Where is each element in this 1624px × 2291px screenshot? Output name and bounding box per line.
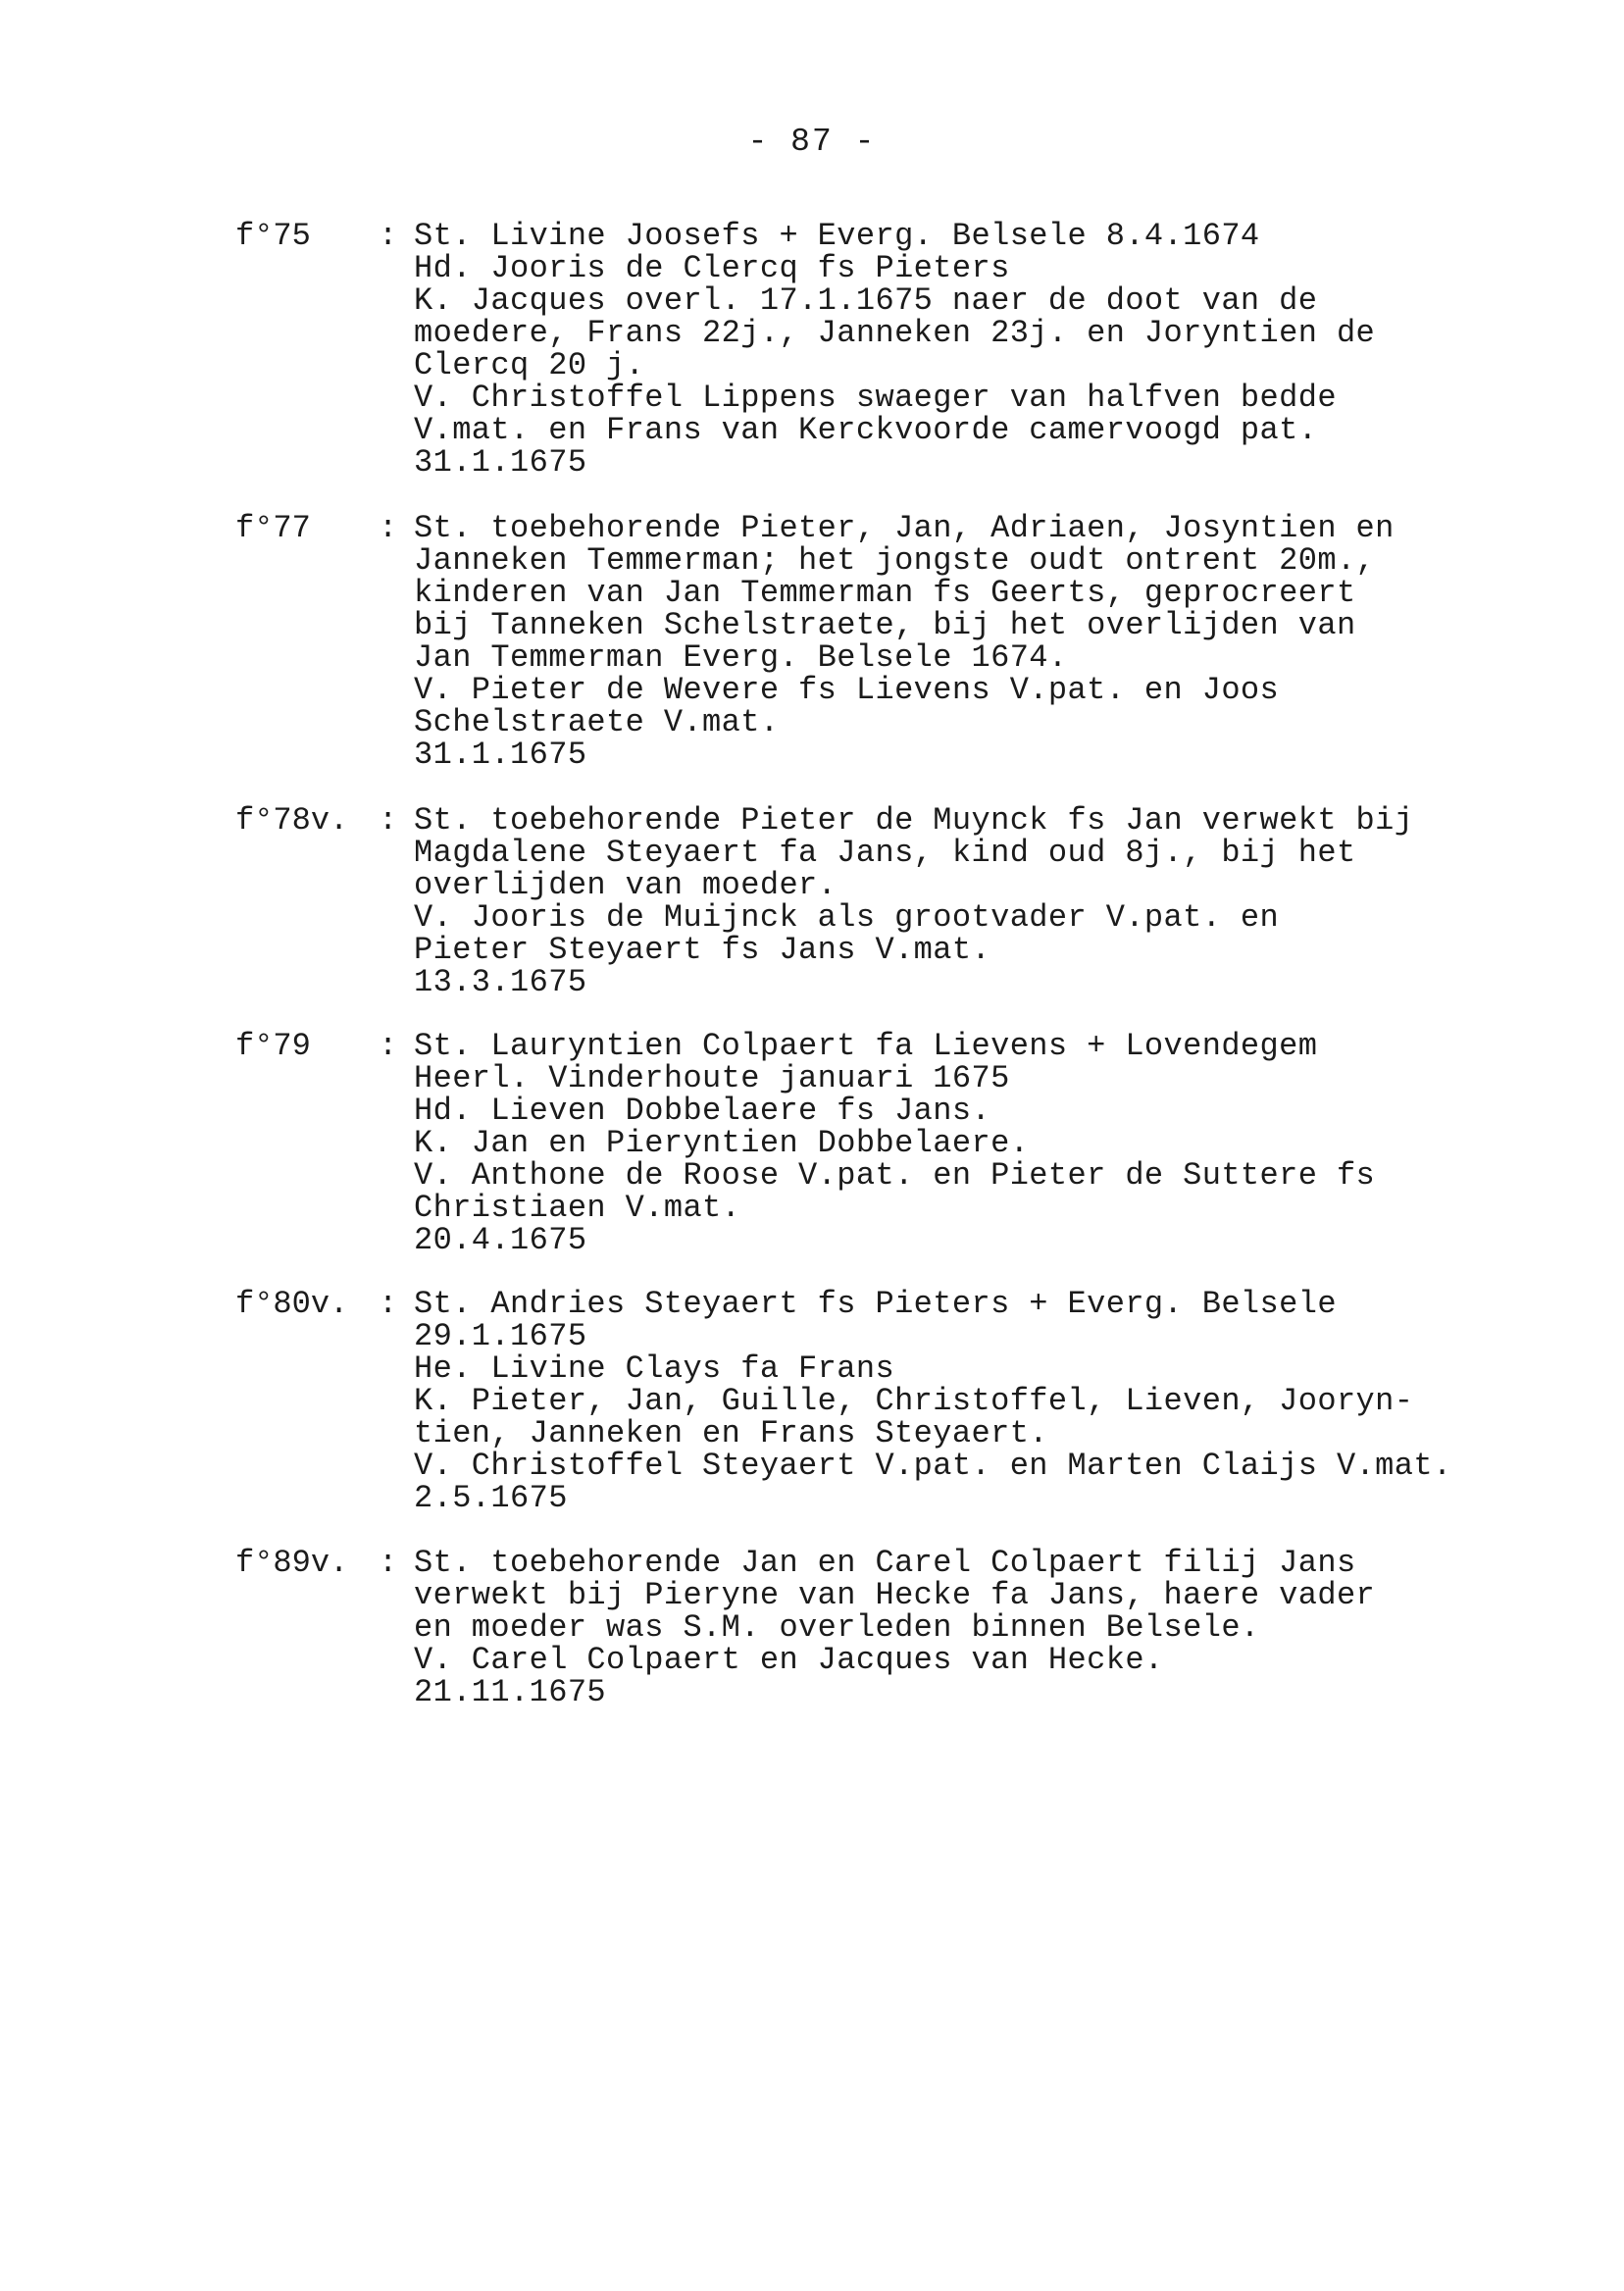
entry-line: Janneken Temmerman; het jongste oudt ontrent 20m., [414,542,1376,579]
entry-date: 20.4.1675 [414,1222,587,1258]
entry-line: Magdalene Steyaert fa Jans, kind oud 8j., bij het [414,835,1356,871]
folio-separator: : [379,1545,398,1581]
folio-label: f°75 [235,218,311,254]
entry-line: K. Jacques overl. 17.1.1675 naer de doot van de [414,282,1318,319]
folio-separator: : [379,1028,398,1064]
entry-line: verwekt bij Pieryne van Hecke fa Jans, haere vader [414,1577,1376,1613]
entry-line: V. Christoffel Steyaert V.pat. en Marten Claijs V.mat. [414,1448,1452,1484]
entry-text [414,1030,1512,1256]
entry-line: Jan Temmerman Everg. Belsele 1674. [414,639,1068,676]
entry-line: St. Livine Joosefs + Everg. Belsele 8.4.1674 [414,218,1260,254]
entry-line: Hd. Lieven Dobbelaere fs Jans. [414,1093,991,1129]
entry-line: V. Pieter de Wevere fs Lievens V.pat. en Joos [414,672,1280,708]
entry-line: St. Lauryntien Colpaert fa Lievens + Lovendegem [414,1028,1318,1064]
entry-text [414,1288,1512,1514]
entry-line: Christiaen V.mat. [414,1190,741,1226]
entry-text [414,512,1512,771]
folio-label: f°80v. [235,1286,349,1322]
entry-line: V.mat. en Frans van Kerckvoorde camervoogd pat. [414,412,1318,448]
entry-line: St. Andries Steyaert fs Pieters + Everg. Belsele [414,1286,1337,1322]
entry-line: overlijden van moeder. [414,867,837,903]
entry-line: St. toebehorende Jan en Carel Colpaert filij Jans [414,1545,1356,1581]
entry-date: 13.3.1675 [414,964,587,1000]
entry-line: K. Jan en Pieryntien Dobbelaere. [414,1125,1030,1161]
folio-label: f°78v. [235,802,349,839]
entry-line: St. toebehorende Pieter de Muynck fs Jan verwekt bij [414,802,1414,839]
entry-date: 31.1.1675 [414,737,587,773]
entry-date: 2.5.1675 [414,1480,568,1516]
entry-text [414,1547,1512,1708]
folio-label: f°77 [235,510,311,546]
folio-label: f°89v. [235,1545,349,1581]
entry-line: St. toebehorende Pieter, Jan, Adriaen, Josyntien en [414,510,1395,546]
entry-line: en moeder was S.M. overleden binnen Belsele. [414,1609,1260,1646]
entry-line: tien, Janneken en Frans Steyaert. [414,1415,1048,1451]
entry-line: Hd. Jooris de Clercq fs Pieters [414,250,1010,286]
entry-line: kinderen van Jan Temmerman fs Geerts, geprocreert [414,575,1356,611]
entry-text [414,804,1512,998]
entry-line: V. Christoffel Lippens swaeger van halfven bedde [414,380,1337,416]
entry-line: V. Anthone de Roose V.pat. en Pieter de Suttere fs [414,1157,1376,1194]
folio-separator: : [379,802,398,839]
entry-line: V. Carel Colpaert en Jacques van Hecke. [414,1642,1164,1678]
folio-separator: : [379,1286,398,1322]
entry-line: Schelstraete V.mat. [414,704,780,740]
entry-line: Heerl. Vinderhoute januari 1675 [414,1060,1010,1096]
entry-text [414,220,1512,479]
entry-line: bij Tanneken Schelstraete, bij het overlijden van [414,607,1356,643]
entry-line: Clercq 20 j. [414,347,645,383]
entry-line: K. Pieter, Jan, Guille, Christoffel, Lieven, Jooryn- [414,1383,1414,1419]
entry-line: moedere, Frans 22j., Janneken 23j. en Joryntien de [414,315,1376,351]
entry-date: 21.11.1675 [414,1674,607,1710]
entry-line: 29.1.1675 [414,1318,587,1354]
page-number: - 87 - [747,124,877,160]
entry-line: Pieter Steyaert fs Jans V.mat. [414,932,991,968]
entry-line: He. Livine Clays fa Frans [414,1350,895,1387]
entry-line: V. Jooris de Muijnck als grootvader V.pat. en [414,899,1280,936]
folio-separator: : [379,218,398,254]
folio-separator: : [379,510,398,546]
entry-date: 31.1.1675 [414,444,587,481]
folio-label: f°79 [235,1028,311,1064]
